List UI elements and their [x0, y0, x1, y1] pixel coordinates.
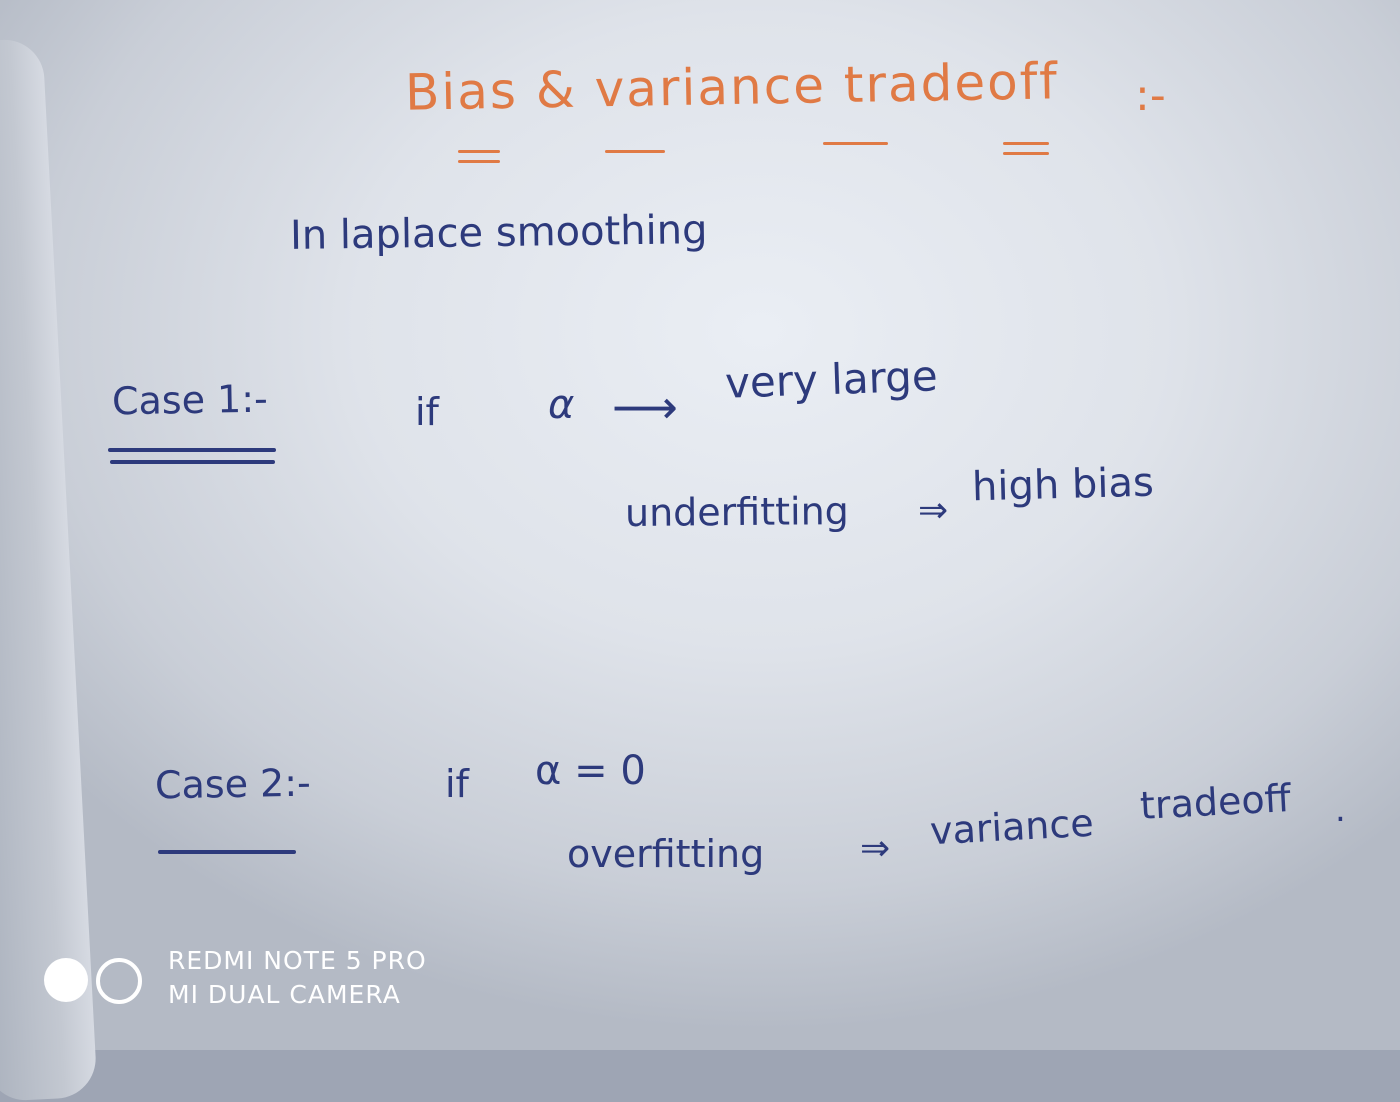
case1-if: if: [415, 390, 439, 434]
note-title: Bias & variance tradeoff: [404, 52, 1060, 122]
title-underline-mark: [1003, 152, 1049, 155]
case1-label: Case 1:-: [111, 376, 269, 424]
watermark-camera-label: MI DUAL CAMERA: [168, 980, 401, 1009]
case1-alpha-symbol: α: [548, 382, 575, 428]
case2-underline: [158, 850, 296, 854]
case2-label: Case 2:-: [154, 760, 312, 808]
case1-consequence: high bias: [971, 459, 1155, 511]
case2-trailing-dot: .: [1335, 790, 1346, 830]
title-underline-mark: [1003, 142, 1049, 145]
case1-underline: [108, 448, 276, 452]
case2-if: if: [445, 762, 469, 806]
dual-camera-filled-circle-icon: [44, 958, 88, 1002]
note-title-colon: :-: [1135, 70, 1166, 121]
title-underline-mark: [605, 150, 665, 153]
dual-camera-ring-circle-icon: [96, 958, 142, 1004]
watermark-device-model: REDMI NOTE 5 PRO: [168, 946, 427, 975]
case1-condition: very large: [724, 351, 939, 408]
case2-result: overfitting: [567, 832, 765, 876]
title-underline-mark: [458, 160, 500, 163]
case2-consequence-tail: tradeoff: [1138, 776, 1292, 828]
case1-underline: [110, 460, 275, 464]
case1-arrow: ⟶: [612, 380, 678, 434]
subtitle-laplace-smoothing: In laplace smoothing: [289, 207, 708, 259]
case2-consequence: variance: [928, 800, 1095, 854]
case1-implies-arrow: ⇒: [918, 490, 949, 531]
case2-condition: α = 0: [535, 748, 646, 794]
case2-implies-arrow: ⇒: [860, 828, 891, 869]
title-underline-mark: [458, 150, 500, 153]
title-underline-mark: [823, 142, 888, 145]
case1-result: underfitting: [624, 489, 849, 535]
page-curl-shadow: [0, 38, 98, 1102]
